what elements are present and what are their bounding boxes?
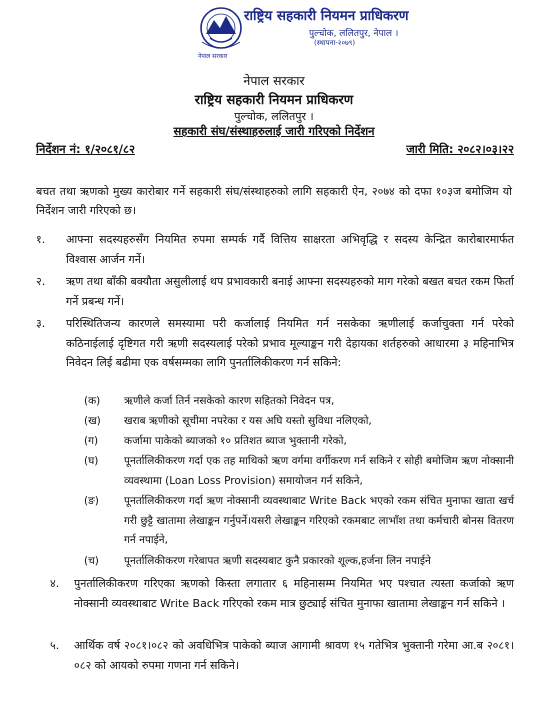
sub-item-label: (ख) [84, 415, 101, 427]
subject-heading: सहकारी संघ/संस्थाहरुलाई जारी गरिएको निर्देशन [173, 124, 375, 138]
sub-item-label: (ग) [84, 435, 99, 447]
sub-item-label: (घ) [84, 455, 99, 467]
sub-item-label: (क) [84, 395, 101, 407]
sub-item-text: पूनर्तालिकीकरण गरेबापत ऋणी सदस्यबाट कुनै प्रकारको शूल्क,हर्जना लिन नपाईने [124, 555, 431, 567]
sub-item-text: खराब ऋणीको सूचीमा नपरेका र यस अघि यस्तो सुविधा नलिएको, [124, 415, 372, 427]
sub-item-label: (च) [84, 555, 99, 567]
letterhead-motto: नेपाल सरकार [198, 53, 228, 60]
item-text: पुनर्तालिकीकरण गरिएका ऋणको किस्ता लगातार ६ महिनासम्म नियमित भए पश्चात त्यस्ता कर्जाको ऋण नोक्सानी व्यवस्थाबाट Write Back गरिएको रकम मात्र छुट्याई संचित मुनाफा खातामा लेखाङ्कन गर्न सकिने । [74, 577, 514, 610]
sub-item-label: (ङ) [84, 495, 99, 507]
item-number: ५. [50, 639, 60, 652]
directive-number: निर्देशन नं: १/२०८१/८२ [36, 142, 135, 156]
item-number: ३. [36, 317, 46, 330]
item-text: आर्थिक वर्ष २०८१।०८२ को अवधिभित्र पाकेको ब्याज आगामी श्रावण १५ गतेभित्र भुक्तानी गरेमा आ.ब २०८१।०८२ को आयको रुपमा गणना गर्न सकिने। [74, 639, 514, 672]
item-text: ऋण तथा बाँकी बक्यौता असुलीलाई थप प्रभावकारी बनाई आफ्ना सदस्यहरुको माग गरेको बखत बचत रकम फिर्ता गर्ने प्रबन्ध गर्ने। [66, 275, 514, 308]
issue-date: जारी मिति: २०८२।०३।२२ [406, 142, 514, 156]
intro-paragraph: बचत तथा ऋणको मुख्य कारोबार गर्ने सहकारी संघ/संस्थाहरुको लागि सहकारी ऐन, २०७४ को दफा १०३ज बमोजिम यो निर्देशन जारी गरिएको छ। [36, 185, 512, 217]
letterhead [196, 4, 526, 62]
item-text: आफ्ना सदस्यहरुसँग नियमित रुपमा सम्पर्क गर्दै वित्तिय साक्षरता अभिवृद्धि र सदस्य केन्द्रित कारोबारमार्फत विश्वास आर्जन गर्ने। [66, 233, 514, 266]
item-text: परिस्थितिजन्य कारणले समस्यामा परी कर्जालाई नियमित गर्न नसकेका ऋणीलाई कर्जाचुक्ता गर्न परेको कठिनाईलाई दृष्टिगत गरी ऋणी सदस्यलाई परेको प्रभाव मूल्याङ्कन गरी देहायका शर्तहरुको आधारमा ३ महिनाभित्र निवेदन लिई बढीमा एक वर्षसम्मका लागि पुनर्तालिकीकरण गर्न सकिने: [66, 317, 514, 369]
sub-item-text: पूनर्तालिकीकरण गर्दा एक तह माथिको ऋण वर्गमा वर्गीकरण गर्न सकिने र सोही बमोजिम ऋण नोक्सानी व्यवस्थामा (Loan Loss Provision) समायोजन गर्न सकिने, [124, 455, 514, 487]
item-number: १. [36, 233, 46, 246]
item-number: ४. [50, 577, 60, 590]
letterhead-established: (स्थापना-२०७९) [314, 39, 356, 47]
letterhead-address: पुल्चोक, ललितपुर, नेपाल । [309, 29, 399, 39]
government-heading: नेपाल सरकार [243, 73, 305, 88]
sub-item-text: कर्जामा पाकेको ब्याजको १० प्रतिशत ब्याज भुक्तानी गरेको, [124, 435, 347, 447]
location-line: पुल्चोक, ललितपुर । [234, 110, 314, 123]
authority-heading: राष्ट्रिय सहकारी नियमन प्राधिकरण [194, 93, 354, 108]
letterhead-org-name: राष्ट्रिय सहकारी नियमन प्राधिकरण [244, 8, 409, 24]
sub-item-text: ऋणीले कर्जा तिर्न नसकेको कारण सहितको निवेदन पत्र, [124, 395, 335, 407]
government-emblem-icon [196, 4, 246, 56]
sub-item-text: पूनर्तालिकीकरण गर्दा ऋण नोक्सानी व्यवस्थाबाट Write Back भएको रकम संचित मुनाफा खाता खर्च गरी छुट्टै खातामा लेखाङ्कन गर्नुपर्ने।यसरी लेखाङ्कन गरिएको रकमबाट लाभाँश तथा कर्मचारी बोनस वितरण गर्न नपाईने, [124, 495, 514, 546]
item-number: २. [36, 275, 46, 288]
